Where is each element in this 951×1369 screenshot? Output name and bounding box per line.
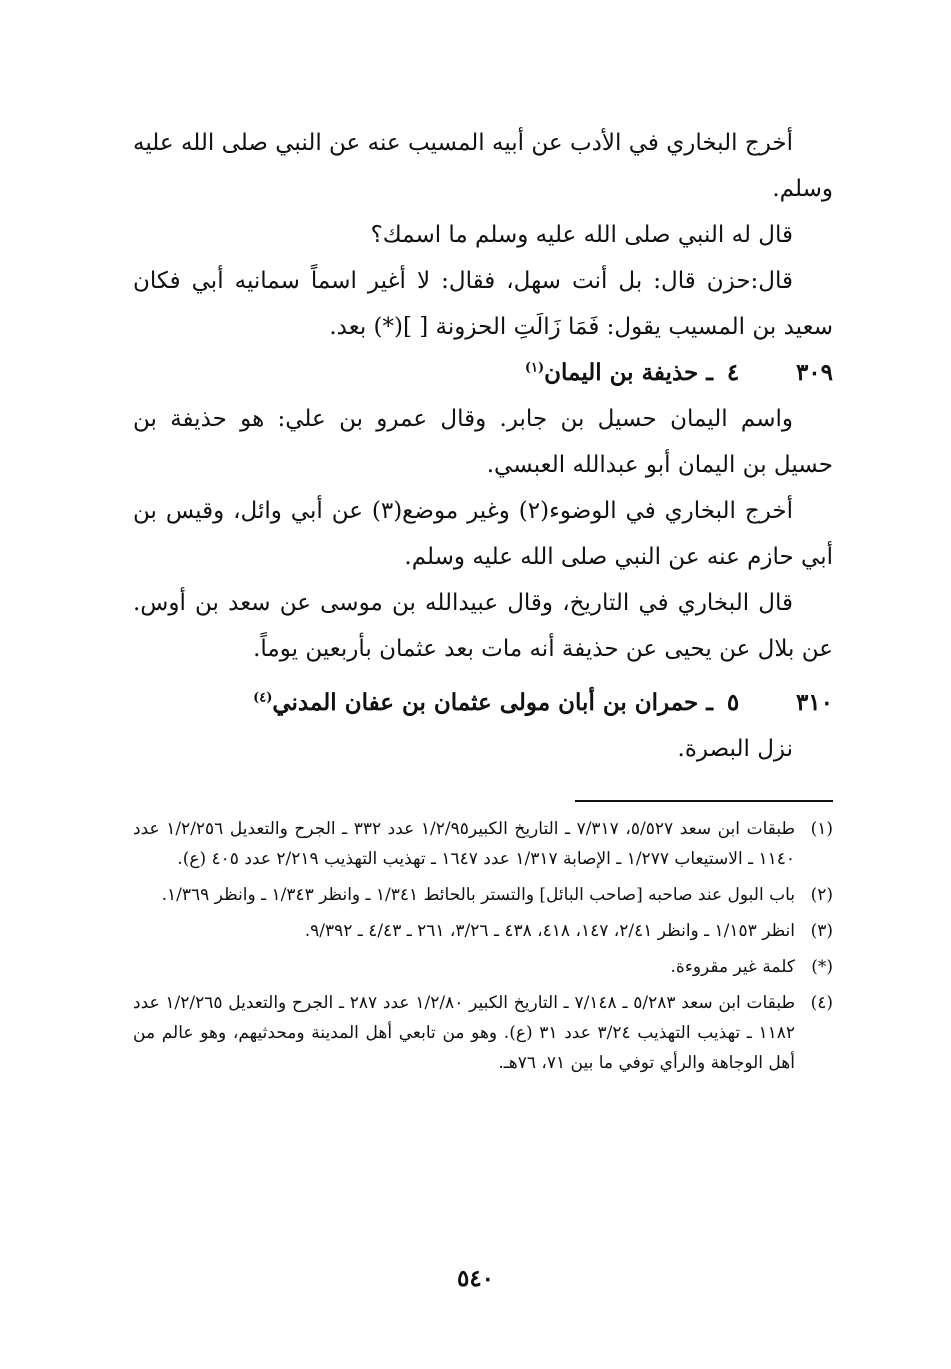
entry-title-text: ـ حذيفة بن اليمان: [544, 359, 713, 386]
footnote-text: انظر ١/١٥٣ ـ وانظر ٢/٤١، ١٤٧، ٤١٨، ٤٣٨ ـ ٣/٢٦، ٢٦١ ـ ٤/٤٣ ـ ٩/٣٩٢.: [304, 921, 795, 941]
footnote-text: كلمة غير مقروءة.: [670, 957, 795, 977]
paragraph-1: أخرج البخاري في الأدب عن أبيه المسيب عنه عن النبي صلى الله عليه وسلم.: [133, 130, 833, 202]
entry-310-heading: [133, 680, 833, 726]
footnote: [133, 916, 833, 946]
footnote-text: طبقات ابن سعد ٥/٥٢٧، ٧/٣١٧ ـ التاريخ الكبير١/٢/٩٥ عدد ٣٣٢ ـ الجرح والتعديل ١/٢/٢٥٦ عدد ١١٤٠ ـ الاستيعاب ١/٢٧٧ ـ الإصابة ١/٣١٧ عدد ١٦٤٧ ـ تهذيب التهذيب ٢/٢١٩ عدد ٤٠٥ (ع).: [133, 819, 796, 869]
entry-number: ٣٠٩: [795, 359, 833, 386]
footnote-text: باب البول عند صاحبه [صاحب البائل] والتستر بالحائط ١/٣٤١ ـ وانظر ١/٣٤٣ ـ وانظر ١/٣٦٩.: [161, 885, 795, 905]
footnote-mark: (٣): [810, 921, 833, 941]
entry-subnumber: ٤: [726, 359, 740, 386]
footnote-ref: (٤): [253, 690, 273, 706]
footnote: [133, 880, 833, 910]
paragraph-7: نزل البصرة.: [677, 736, 793, 762]
paragraph-5: أخرج البخاري في الوضوء(٢) وغير موضع(٣) عن أبي وائل، وقيس بن أبي حازم عنه عن النبي صلى الله عليه وسلم.: [133, 498, 833, 570]
page-number: ٥٤٠: [456, 1265, 495, 1292]
footnote-mark: (١): [810, 819, 833, 839]
footnote: [133, 814, 833, 874]
footnote: [133, 988, 833, 1078]
footnote-ref: (١): [524, 360, 545, 376]
entry-title: [525, 350, 713, 396]
main-text: [133, 120, 833, 772]
entry-309-heading: [133, 350, 833, 396]
entry-subnumber: ٥: [726, 689, 740, 716]
entry-title-text: ـ حمران بن أبان مولى عثمان بن عفان المدني: [272, 689, 713, 716]
paragraph-4: واسم اليمان حسيل بن جابر. وقال عمرو بن علي: هو حذيفة بن حسيل بن اليمان أبو عبدالله العبسي.: [133, 406, 833, 478]
footnote-mark: (٤): [810, 993, 833, 1013]
paragraph-6: قال البخاري في التاريخ، وقال عبيدالله بن موسى عن سعد بن أوس. عن بلال عن يحيى عن حذيفة أنه مات بعد عثمان بأربعين يوماً.: [133, 590, 833, 662]
footnote-mark: (٢): [810, 885, 833, 905]
entry-title: [253, 680, 713, 726]
footnote: [133, 952, 833, 982]
footnote-mark: (*): [811, 957, 833, 977]
footnotes: [133, 814, 833, 1084]
entry-number: ٣١٠: [795, 689, 833, 716]
footnote-text: طبقات ابن سعد ٥/٢٨٣ ـ ٧/١٤٨ ـ التاريخ الكبير ١/٢/٨٠ عدد ٢٨٧ ـ الجرح والتعديل ١/٢/٢٦٥ عدد ١١٨٢ ـ تهذيب التهذيب ٣/٢٤ عدد ٣١ (ع). وهو من تابعي أهل المدينة ومحدثيهم، وهو عالم من أهل الوجاهة والرأي توفي ما بين ٧١، ٧٦هـ.: [133, 993, 795, 1073]
footnote-divider: [575, 800, 833, 802]
paragraph-2: قال له النبي صلى الله عليه وسلم ما اسمك؟: [370, 222, 793, 248]
paragraph-3: قال:حزن قال: بل أنت سهل، فقال: لا أغير اسماً سمانيه أبي فكان سعيد بن المسيب يقول: فَمَا زَالَتِ الحزونة [ ](*) بعد.: [133, 268, 833, 340]
